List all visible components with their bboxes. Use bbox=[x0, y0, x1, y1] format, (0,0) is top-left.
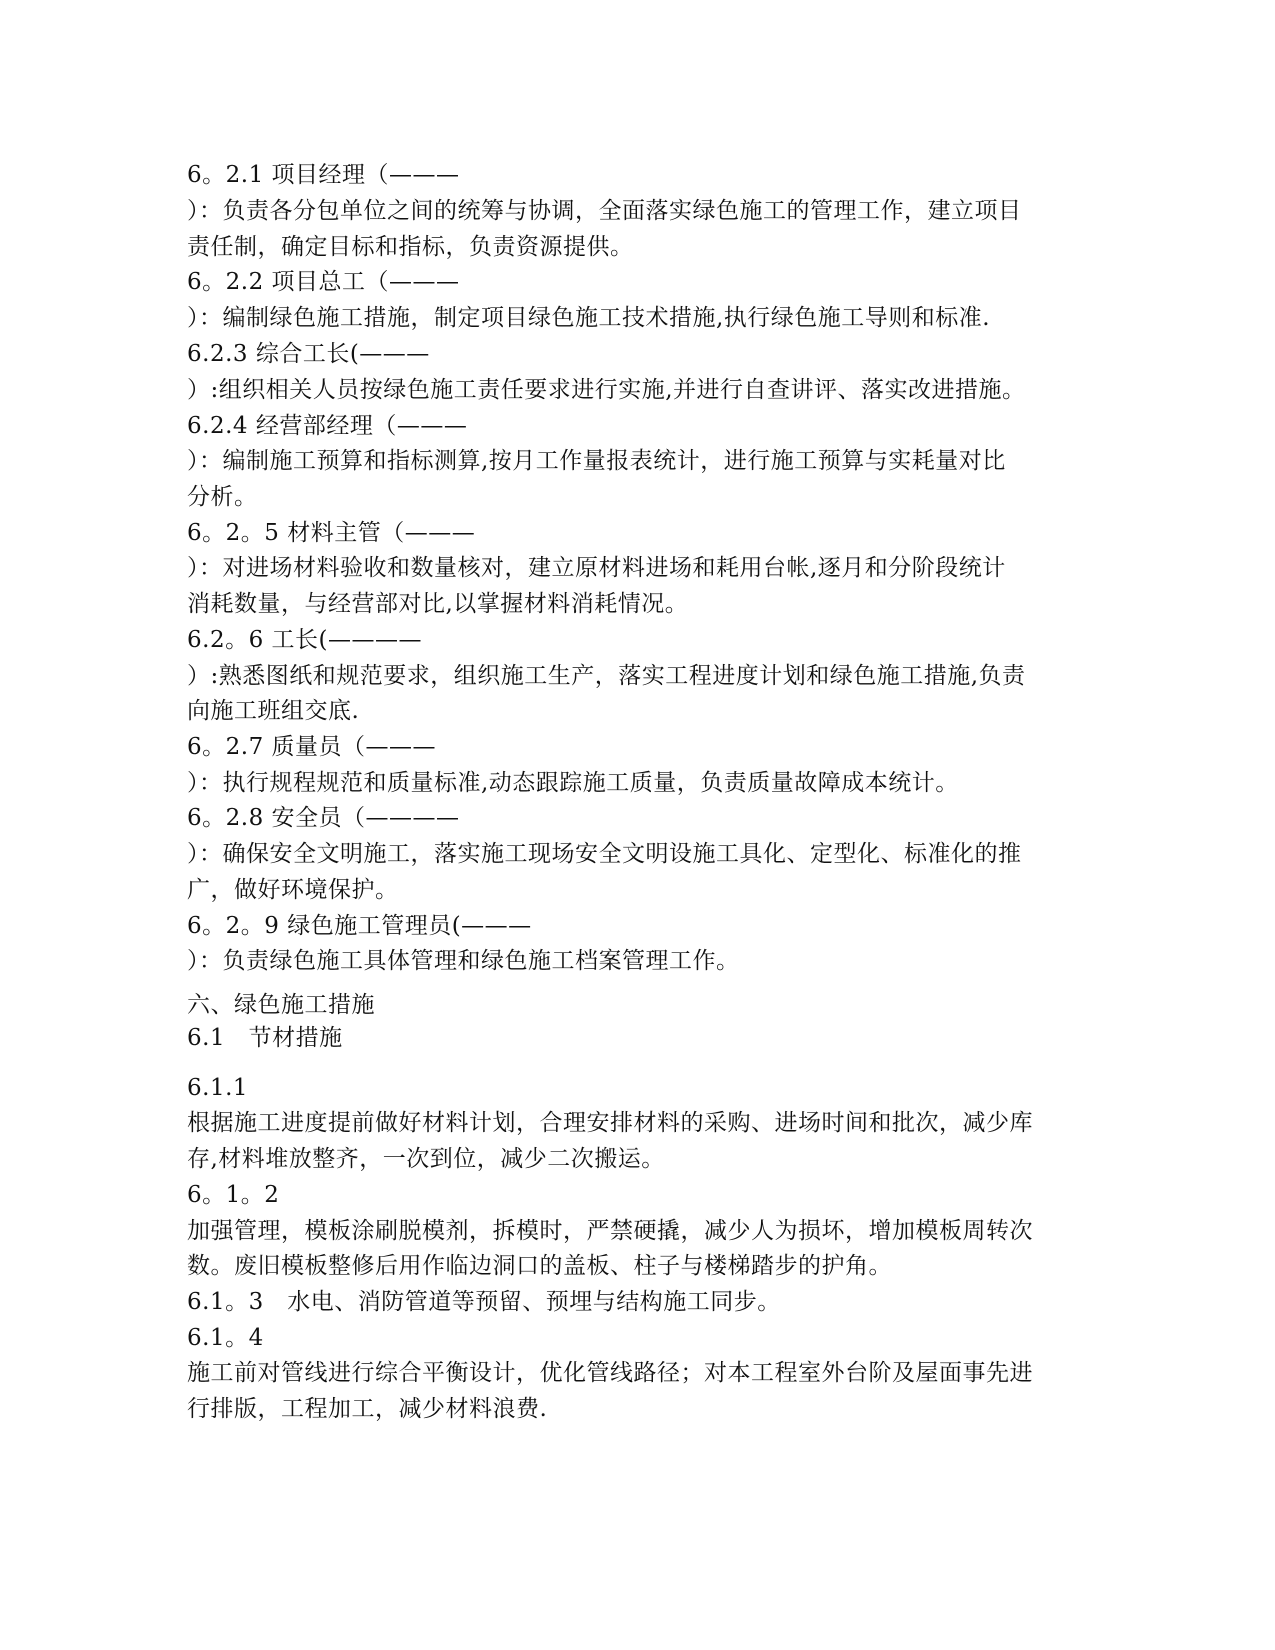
heading-6-2-1: 6。2.1 项目经理（——— bbox=[187, 162, 460, 188]
section-heading: 六、绿色施工措施 bbox=[187, 992, 375, 1018]
heading-6-1-4: 6.1。4 bbox=[187, 1325, 264, 1351]
paragraph-line: 责任制，确定目标和指标，负责资源提供。 bbox=[187, 234, 634, 260]
paragraph-line: ）：执行规程规范和质量标准,动态跟踪施工质量，负责质量故障成本统计。 bbox=[187, 770, 959, 796]
paragraph-line: 广，做好环境保护。 bbox=[187, 877, 399, 903]
heading-6-2-9: 6。2。9 绿色施工管理员(——— bbox=[187, 913, 532, 939]
paragraph-line: 根据施工进度提前做好材料计划，合理安排材料的采购、进场时间和批次，减少库 bbox=[187, 1110, 1033, 1136]
heading-6-2-8: 6。2.8 安全员（———— bbox=[187, 805, 460, 831]
heading-6-2-6: 6.2。6 工长(———— bbox=[187, 627, 422, 653]
heading-6-2-3: 6.2.3 综合工长(——— bbox=[187, 341, 430, 367]
paragraph-line: ）：对进场材料验收和数量核对，建立原材料进场和耗用台帐,逐月和分阶段统计 bbox=[187, 555, 1006, 581]
paragraph-line: 消耗数量，与经营部对比,以掌握材料消耗情况。 bbox=[187, 591, 689, 617]
heading-6-2-4: 6.2.4 经营部经理（——— bbox=[187, 413, 468, 439]
paragraph-line: ）：确保安全文明施工，落实施工现场安全文明设施工具化、定型化、标准化的推 bbox=[187, 841, 1022, 867]
heading-6-1-3: 6.1。3 水电、消防管道等预留、预埋与结构施工同步。 bbox=[187, 1289, 781, 1315]
paragraph-line: 向施工班组交底. bbox=[187, 698, 360, 724]
paragraph-line: 施工前对管线进行综合平衡设计，优化管线路径；对本工程室外台阶及屋面事先进 bbox=[187, 1360, 1033, 1386]
paragraph-line: 分析。 bbox=[187, 484, 258, 510]
paragraph-line: 加强管理，模板涂刷脱模剂，拆模时，严禁硬撬，减少人为损坏，增加模板周转次 bbox=[187, 1218, 1033, 1244]
heading-6-2-2: 6。2.2 项目总工（——— bbox=[187, 269, 460, 295]
paragraph-line: ）：负责绿色施工具体管理和绿色施工档案管理工作。 bbox=[187, 948, 740, 974]
heading-6-1-1: 6.1.1 bbox=[187, 1075, 249, 1101]
paragraph-line: ）：负责各分包单位之间的统筹与协调，全面落实绿色施工的管理工作，建立项目 bbox=[187, 198, 1022, 224]
paragraph-line: ）:组织相关人员按绿色施工责任要求进行实施,并进行自查讲评、落实改进措施。 bbox=[187, 377, 1026, 403]
heading-6-1-2: 6。1。2 bbox=[187, 1182, 280, 1208]
paragraph-line: 数。废旧模板整修后用作临边洞口的盖板、柱子与楼梯踏步的护角。 bbox=[187, 1253, 892, 1279]
subsection-heading: 6.1 节材措施 bbox=[187, 1025, 343, 1051]
paragraph-line: ）：编制绿色施工措施，制定项目绿色施工技术措施,执行绿色施工导则和标准. bbox=[187, 305, 991, 331]
heading-6-2-5: 6。2。5 材料主管（——— bbox=[187, 520, 476, 546]
paragraph-line: 存,材料堆放整齐，一次到位，减少二次搬运。 bbox=[187, 1146, 665, 1172]
paragraph-line: ）:熟悉图纸和规范要求，组织施工生产，落实工程进度计划和绿色施工措施,负责 bbox=[187, 663, 1026, 689]
paragraph-line: 行排版，工程加工，减少材料浪费. bbox=[187, 1396, 548, 1422]
heading-6-2-7: 6。2.7 质量员（——— bbox=[187, 734, 437, 760]
paragraph-line: ）：编制施工预算和指标测算,按月工作量报表统计，进行施工预算与实耗量对比 bbox=[187, 448, 1006, 474]
